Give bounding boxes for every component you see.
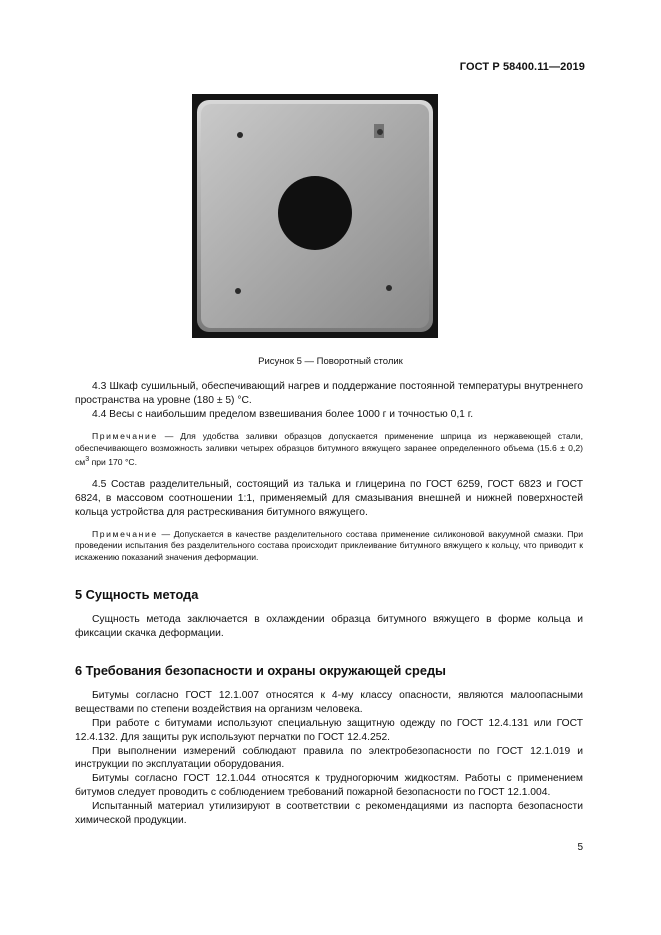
note-label: Примечание: [92, 430, 158, 441]
note-tail: при 170 °С.: [89, 457, 137, 468]
rotating-table-image: [192, 94, 438, 338]
item-4-5: 4.5 Состав разделительный, состоящий из талька и глицерина по ГОСТ 6259, ГОСТ 6823 и ГОСТ 6824, в массовом соотношении 1:1, применяемый для смазывания внешней и нижней поверхностей кольца устройства для растрескивания битумного вяжущего.: [75, 478, 583, 518]
note-text: — Для удобства заливки образцов допускается применение шприца из нержавеющей стали, обеспечивающего возможность заливки четырех образцов битумного вяжущего заранее определенного объема (15.6 ± 0,2) см: [75, 430, 583, 468]
item-4-4: 4.4 Весы с наибольшим пределом взвешивания более 1000 г и точностью 0,1 г.: [92, 408, 474, 420]
figure-caption: Рисунок 5 — Поворотный столик: [258, 356, 403, 367]
section-5-text: Сущность метода заключается в охлаждении образца битумного вяжущего в форме кольца и фиксации скачка деформации.: [75, 614, 583, 639]
document-id: ГОСТ Р 58400.11—2019: [459, 61, 585, 73]
note-1: [75, 431, 583, 469]
note-text: — Допускается в качестве разделительного состава применение силиконовой вакуумной смазки. При проведении испытания без разделительного состава происходит приклеивание битумного вяжущего к кольцу, что приводит к искажению показаний значения деформации.: [75, 528, 583, 563]
section-6-paragraph: Битумы согласно ГОСТ 12.1.007 относятся к 4-му классу опасности, являются малоопасными веществами по степени воздействия на организм человека.: [75, 689, 583, 715]
item-4-3: 4.3 Шкаф сушильный, обеспечивающий нагрев и поддержание постоянной температуры внутреннего пространства на уровне (180 ± 5) °С.: [75, 381, 583, 406]
section-6-paragraph: При выполнении измерений соблюдают правила по электробезопасности по ГОСТ 12.1.019 и инструкции по эксплуатации оборудования.: [75, 745, 583, 771]
note-superscript: 3: [85, 455, 90, 464]
section-6-paragraph: Испытанный материал утилизируют в соответствии с рекомендациями из паспорта безопасности химической продукции.: [75, 801, 583, 827]
section-6-paragraph: Битумы согласно ГОСТ 12.1.044 относятся к трудногорючим жидкостям. Работы с применением битумов следует проводить с соблюдением требований пожарной безопасности по ГОСТ 12.1.004.: [75, 773, 583, 799]
note-2: [75, 529, 583, 564]
page-number: 5: [577, 842, 583, 853]
figure-5-photo: [192, 94, 438, 338]
section-6-title: 6 Требования безопасности и охраны окружающей среды: [75, 662, 446, 678]
section-5-title: 5 Сущность метода: [75, 587, 199, 603]
section-6-paragraph: При работе с битумами используют специальную защитную одежду по ГОСТ 12.4.131 или ГОСТ 12.4.132. Для защиты рук используют перчатки по ГОСТ 12.4.252.: [75, 717, 583, 743]
document-body: [75, 380, 583, 828]
note-label: Примечание: [92, 528, 158, 539]
